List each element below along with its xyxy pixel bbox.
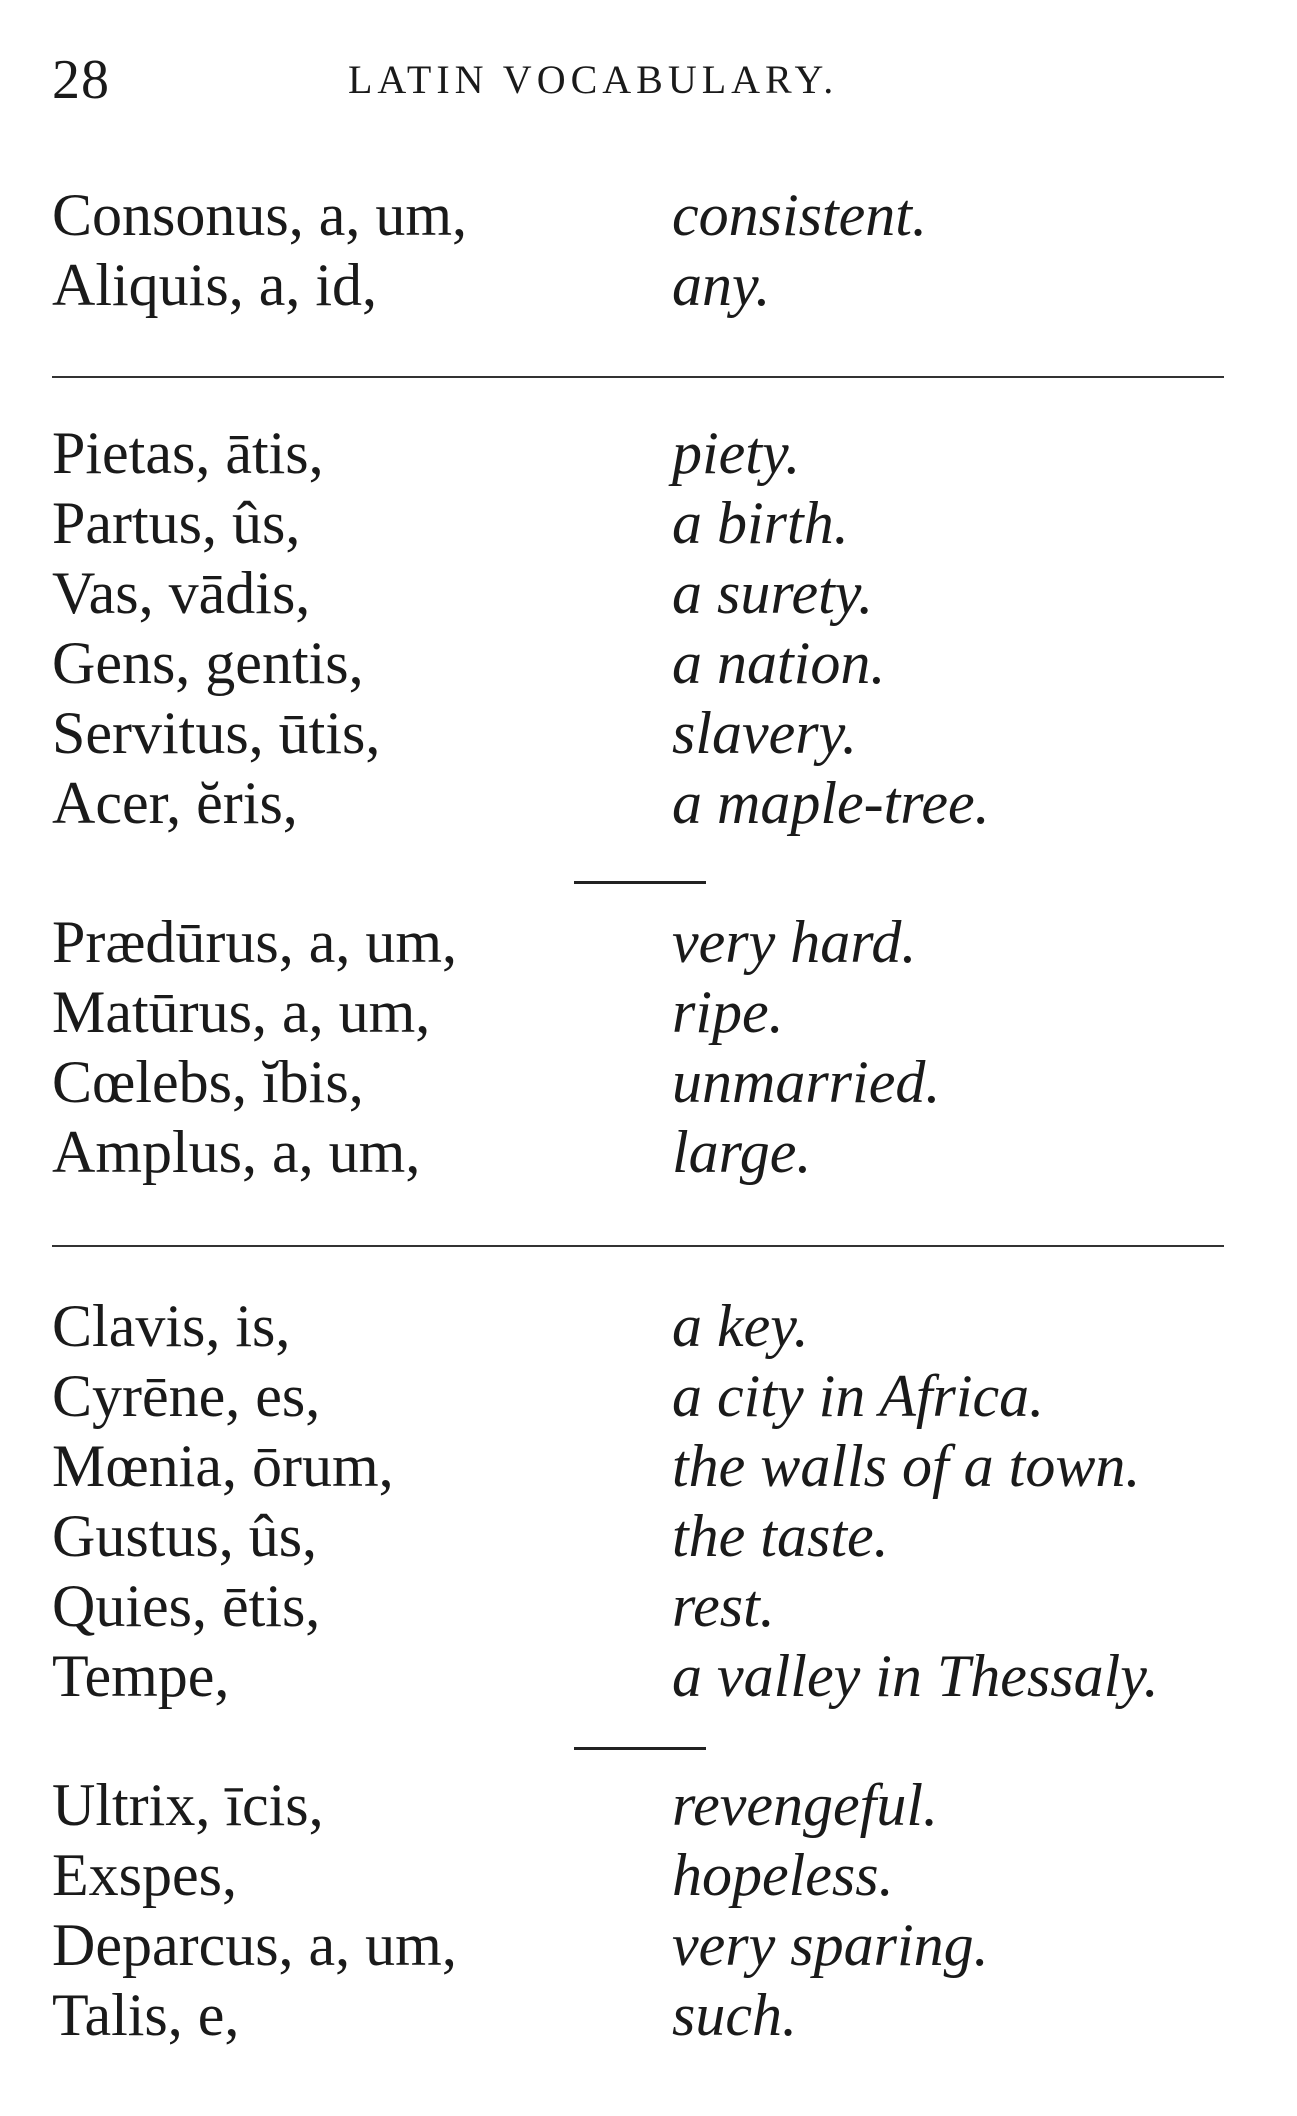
latin-word: Clavis, is,	[52, 1293, 291, 1359]
vocab-entry	[52, 1770, 1232, 1840]
english-meaning: the walls of a town.	[672, 1433, 1141, 1499]
vocab-entry	[52, 1980, 1232, 2050]
latin-word: Prædūrus, a, um,	[52, 909, 457, 975]
english-meaning: piety.	[672, 420, 801, 486]
english-meaning: a maple-tree.	[672, 770, 990, 836]
vocab-entry	[52, 1361, 1232, 1431]
english-meaning: such.	[672, 1982, 797, 2048]
section-divider-long	[52, 376, 1224, 378]
latin-word: Exspes,	[52, 1842, 237, 1908]
vocab-entry	[52, 1047, 1232, 1117]
section-divider-short	[574, 881, 706, 884]
latin-word: Cyrēne, es,	[52, 1363, 321, 1429]
latin-word: Partus, ûs,	[52, 490, 301, 556]
english-meaning: large.	[672, 1119, 812, 1185]
english-meaning: consistent.	[672, 182, 927, 248]
vocab-entry	[52, 558, 1232, 628]
latin-word: Tempe,	[52, 1643, 230, 1709]
vocab-section-3	[52, 907, 1232, 1187]
vocab-entry	[52, 1117, 1232, 1187]
vocab-entry	[52, 1840, 1232, 1910]
vocab-entry	[52, 628, 1232, 698]
section-divider-long	[52, 1245, 1224, 1247]
latin-word: Gens, gentis,	[52, 630, 364, 696]
latin-word: Servitus, ūtis,	[52, 700, 381, 766]
page-number: 28	[52, 49, 110, 111]
vocab-entry	[52, 180, 1232, 250]
latin-word: Consonus, a, um,	[52, 182, 468, 248]
latin-word: Ultrix, īcis,	[52, 1772, 324, 1838]
latin-word: Matūrus, a, um,	[52, 979, 431, 1045]
vocab-entry	[52, 418, 1232, 488]
latin-word: Talis, e,	[52, 1982, 240, 2048]
vocab-entry	[52, 1571, 1232, 1641]
section-divider-short	[574, 1747, 706, 1750]
english-meaning: a city in Africa.	[672, 1363, 1045, 1429]
vocab-entry	[52, 250, 1232, 320]
vocab-entry	[52, 977, 1232, 1047]
english-meaning: unmarried.	[672, 1049, 941, 1115]
vocab-entry	[52, 907, 1232, 977]
english-meaning: any.	[672, 252, 771, 318]
vocab-entry	[52, 1431, 1232, 1501]
latin-word: Amplus, a, um,	[52, 1119, 421, 1185]
english-meaning: slavery.	[672, 700, 857, 766]
english-meaning: very sparing.	[672, 1912, 989, 1978]
english-meaning: a key.	[672, 1293, 809, 1359]
latin-word: Gustus, ûs,	[52, 1503, 318, 1569]
vocab-section-2	[52, 418, 1232, 838]
vocab-entry	[52, 1501, 1232, 1571]
vocab-section-4	[52, 1291, 1232, 1711]
latin-word: Mœnia, ōrum,	[52, 1433, 394, 1499]
vocab-section-1	[52, 180, 1232, 320]
latin-word: Deparcus, a, um,	[52, 1912, 457, 1978]
vocab-section-5	[52, 1770, 1232, 2050]
vocab-entry	[52, 1641, 1232, 1711]
latin-word: Acer, ĕris,	[52, 770, 298, 836]
english-meaning: ripe.	[672, 979, 784, 1045]
latin-word: Aliquis, a, id,	[52, 252, 377, 318]
english-meaning: a nation.	[672, 630, 886, 696]
english-meaning: very hard.	[672, 909, 917, 975]
vocab-entry	[52, 1291, 1232, 1361]
latin-word: Quies, ētis,	[52, 1573, 321, 1639]
english-meaning: a surety.	[672, 560, 874, 626]
vocab-entry	[52, 768, 1232, 838]
english-meaning: rest.	[672, 1573, 775, 1639]
latin-word: Vas, vādis,	[52, 560, 311, 626]
vocab-entry	[52, 1910, 1232, 1980]
english-meaning: a valley in Thessaly.	[672, 1643, 1159, 1709]
english-meaning: revengeful.	[672, 1772, 938, 1838]
latin-word: Pietas, ātis,	[52, 420, 324, 486]
english-meaning: hopeless.	[672, 1842, 894, 1908]
vocab-entry	[52, 488, 1232, 558]
vocab-entry	[52, 698, 1232, 768]
english-meaning: a birth.	[672, 490, 849, 556]
running-head: LATIN VOCABULARY.	[348, 57, 839, 102]
latin-word: Cœlebs, ĭbis,	[52, 1049, 364, 1115]
english-meaning: the taste.	[672, 1503, 889, 1569]
